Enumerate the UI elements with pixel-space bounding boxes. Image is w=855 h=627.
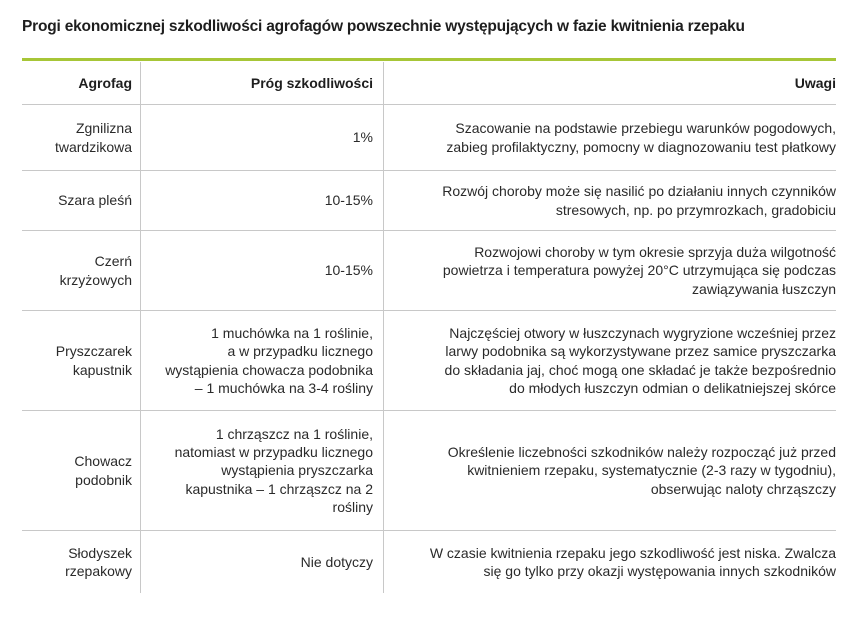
table-row [22, 105, 836, 171]
table-header-row [22, 62, 836, 105]
table-row [22, 231, 836, 311]
cell-uwagi: Najczęściej otwory w łuszczynach wygryzione wcześniej przez larwy podobnika są wykorzystywane przez samice pryszczarka do składania jaj, choć mogą one składać je także bezpośrednio do młodych łuszczyn odmian o delikatniejszej skórce [384, 311, 837, 411]
cell-agrofag: Chowacz podobnik [22, 411, 141, 531]
header-uwagi: Uwagi [384, 62, 837, 105]
table-row [22, 171, 836, 231]
pest-threshold-table [22, 62, 836, 593]
accent-rule [22, 58, 836, 61]
cell-agrofag: Zgnilizna twardzikowa [22, 105, 141, 171]
cell-uwagi: Rozwojowi choroby w tym okresie sprzyja duża wilgotność powietrza i temperatura powyżej 20°C utrzymująca się podczas zawiązywania łuszczyn [384, 231, 837, 311]
cell-prog: 1 muchówka na 1 roślinie, a w przypadku licznego wystąpienia chowacza podobnika – 1 muchówka na 3-4 rośliny [141, 311, 384, 411]
table-row [22, 311, 836, 411]
cell-prog: 10-15% [141, 171, 384, 231]
cell-agrofag: Szara pleśń [22, 171, 141, 231]
header-agrofag: Agrofag [22, 62, 141, 105]
cell-prog: 10-15% [141, 231, 384, 311]
cell-agrofag: Słodyszek rzepakowy [22, 531, 141, 593]
table-row [22, 531, 836, 593]
cell-uwagi: Szacowanie na podstawie przebiegu warunków pogodowych, zabieg profilaktyczny, pomocny w diagnozowaniu test płatkowy [384, 105, 837, 171]
cell-agrofag: Czerń krzyżowych [22, 231, 141, 311]
cell-agrofag: Pryszczarek kapustnik [22, 311, 141, 411]
cell-uwagi: Rozwój choroby może się nasilić po działaniu innych czynników stresowych, np. po przymrozkach, gradobiciu [384, 171, 837, 231]
cell-prog: 1% [141, 105, 384, 171]
cell-uwagi: W czasie kwitnienia rzepaku jego szkodliwość jest niska. Zwalcza się go tylko przy okazji występowania innych szkodników [429, 544, 836, 579]
table-row [22, 411, 836, 531]
page-title: Progi ekonomicznej szkodliwości agrofagów powszechnie występujących w fazie kwitnienia rzepaku [22, 18, 745, 35]
header-prog: Próg szkodliwości [141, 62, 384, 105]
cell-prog: 1 chrząszcz na 1 roślinie, natomiast w przypadku licznego wystąpienia pryszczarka kapustnika – 1 chrząszcz na 2 rośliny [141, 411, 384, 531]
cell-uwagi: Określenie liczebności szkodników należy rozpocząć już przed kwitnieniem rzepaku, systematycznie (2-3 razy w tygodniu), obserwując naloty chrząszczy [384, 411, 837, 531]
cell-prog: Nie dotyczy [141, 531, 384, 593]
